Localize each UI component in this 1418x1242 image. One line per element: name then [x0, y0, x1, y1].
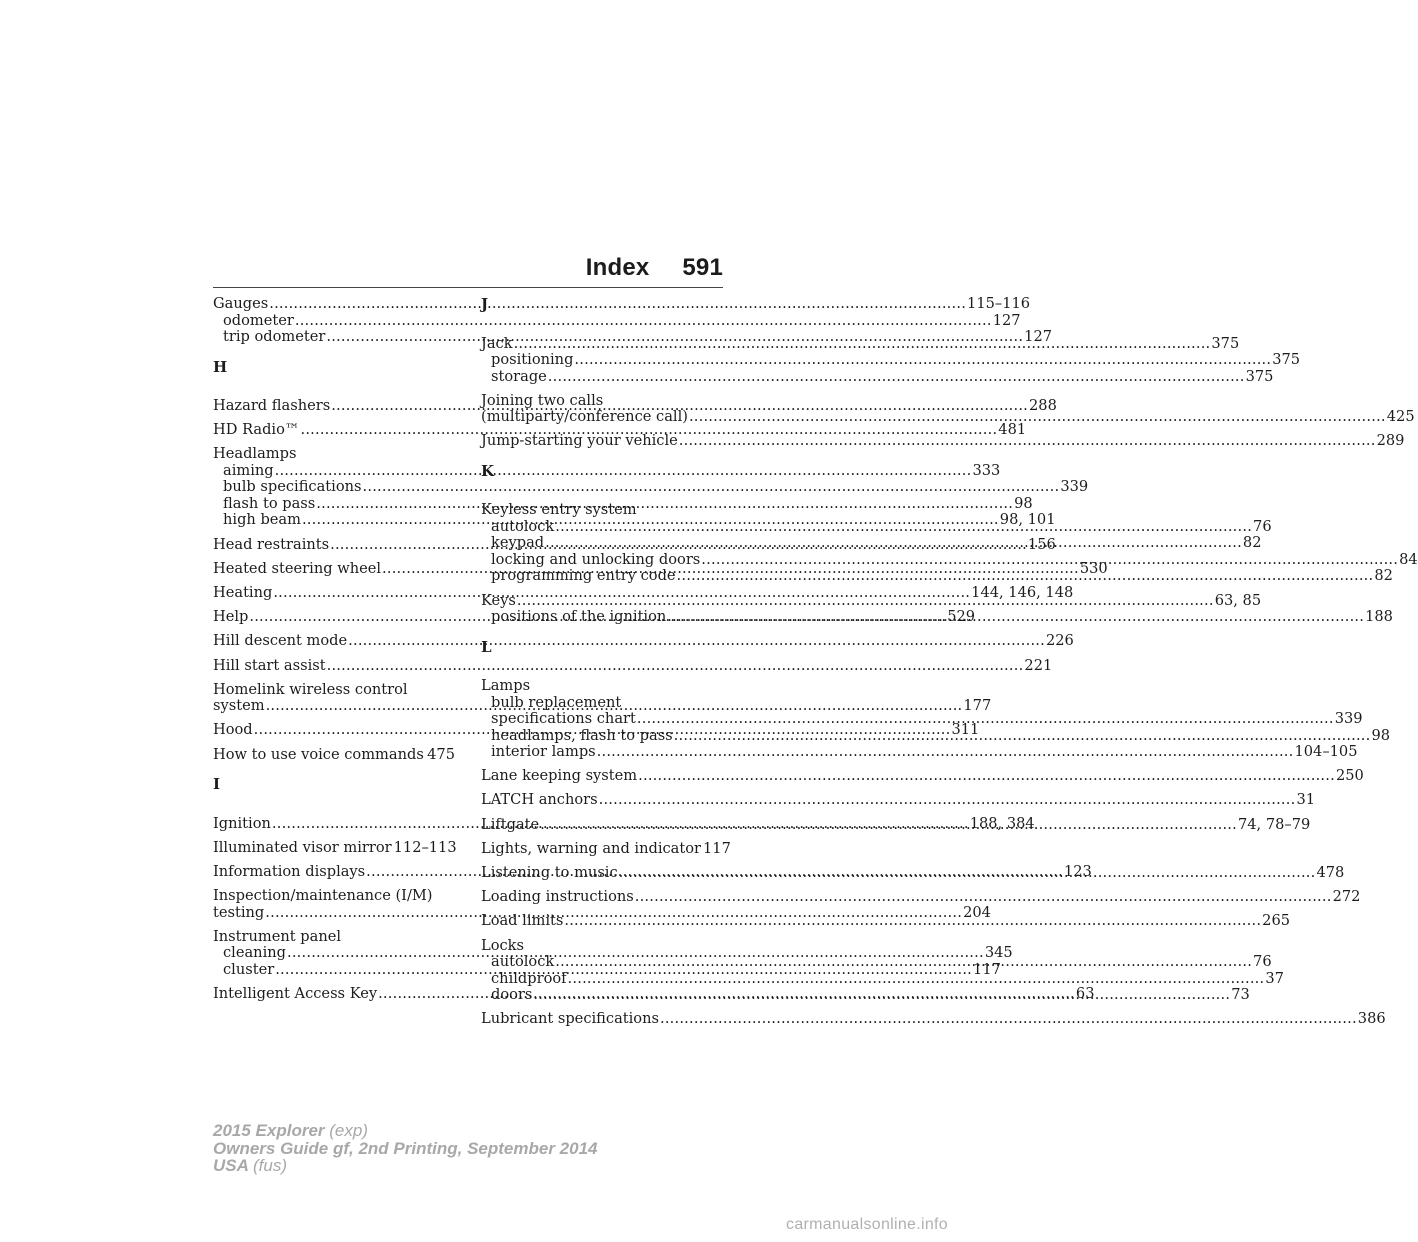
index-page-ref: 82	[1242, 534, 1262, 552]
index-page-ref: 204	[963, 903, 991, 921]
footer-printing: Owners Guide gf, 2nd Printing, September 2014	[213, 1138, 598, 1158]
dot-leader	[679, 433, 1376, 450]
index-page-ref: 475	[427, 745, 455, 763]
footer-model-code: (exp)	[329, 1121, 368, 1140]
index-entry-line	[213, 840, 455, 857]
dot-leader	[619, 862, 1316, 882]
index-page-ref: 63, 85	[1214, 591, 1262, 609]
index-entry-line	[481, 791, 1316, 809]
index-term: headlamps, flash to pass	[491, 726, 673, 744]
dot-leader	[635, 889, 1332, 906]
watermark: carmanualsonline.info	[786, 1216, 948, 1233]
index-page-ref: 98, 101	[999, 511, 1056, 529]
index-page-ref: 288	[1029, 397, 1057, 414]
dot-leader	[545, 535, 1242, 552]
index-page-ref: 250	[1335, 767, 1364, 785]
index-page-ref: 339	[1060, 478, 1089, 496]
dot-leader	[548, 369, 1245, 386]
index-entry-line	[481, 888, 1361, 906]
index-page-ref: 226	[1045, 632, 1074, 650]
dot-leader	[667, 609, 1364, 626]
index-page-ref: 144, 146, 148	[971, 583, 1074, 601]
index-page-ref: 530	[1079, 559, 1108, 577]
index-page-ref: 115–116	[967, 295, 1031, 312]
footer	[213, 1122, 597, 1175]
index-page-ref: 84	[1399, 550, 1418, 568]
index-term: locking and unlocking doors	[491, 550, 701, 568]
index-term: Illuminated visor mirror	[213, 838, 392, 856]
index-page-ref: 272	[1332, 888, 1361, 906]
index-term: Lamps	[481, 677, 531, 695]
index-term: storage	[491, 367, 547, 385]
index-page-ref: 127	[1024, 328, 1053, 345]
index-entry-line	[481, 408, 1415, 426]
index-page-ref: 76	[1253, 517, 1272, 535]
index-term: Heating	[213, 583, 273, 601]
index-entry	[481, 432, 1405, 450]
index-term: testing	[213, 903, 265, 921]
index-term: positioning	[491, 351, 574, 368]
index-page-ref: 98	[1014, 494, 1033, 512]
index-term: positions of the ignition	[491, 608, 667, 626]
index-term: Heated steering wheel	[213, 559, 382, 577]
index-term: Loading instructions	[481, 888, 634, 906]
dot-leader	[689, 409, 1386, 426]
index-letter-heading: L	[481, 637, 492, 656]
dot-leader	[677, 568, 1374, 585]
footer-model: 2015 Explorer	[213, 1121, 325, 1140]
dot-leader	[574, 352, 1271, 369]
dot-leader	[555, 519, 1252, 536]
index-page-ref: 386	[1357, 1010, 1386, 1028]
index-entry-line	[481, 432, 1405, 450]
index-page-ref: 117	[973, 960, 1001, 978]
index-entry-line	[213, 446, 455, 463]
index-term: childproof	[491, 969, 567, 987]
index-entry	[213, 747, 455, 764]
index-page-ref: 188	[1365, 608, 1393, 626]
index-entry-line	[481, 767, 1364, 785]
index-page-ref: 156	[1027, 535, 1056, 553]
index-entry-line	[213, 421, 1027, 439]
index-page-ref: 311	[951, 721, 980, 739]
index-entry-line	[481, 393, 723, 410]
index-entry	[481, 791, 1316, 809]
index-page-ref: 333	[972, 461, 1001, 479]
index-term: Joining two calls	[481, 391, 604, 409]
index-subentry-line	[213, 478, 1089, 496]
index-term: interior lamps	[491, 743, 596, 761]
index-page-ref: 112–113	[393, 838, 457, 856]
index-term: doors	[491, 986, 533, 1004]
index-term: system	[213, 697, 265, 715]
index-term: Homelink wireless control	[213, 680, 408, 698]
index-page-ref: 104–105	[1294, 743, 1358, 761]
index-page-ref: 74, 78–79	[1237, 815, 1311, 833]
index-term: Load limits	[481, 912, 564, 930]
index-entry-line	[481, 839, 731, 858]
index-page-ref: 478	[1316, 864, 1345, 881]
index-term: Help	[213, 608, 249, 626]
index-page-ref: 117	[703, 839, 731, 857]
index-term: Listening to music	[481, 864, 618, 881]
index-entry-line	[213, 929, 455, 946]
index-page-ref: 31	[1296, 791, 1316, 809]
index-term: Jack	[481, 334, 513, 352]
dot-leader	[599, 792, 1296, 809]
index-entry-line	[481, 1010, 1386, 1028]
index-term: How to use voice commands	[213, 745, 424, 763]
index-term: LATCH anchors	[481, 791, 598, 809]
dot-leader	[555, 954, 1252, 971]
index-page-ref: 188, 384	[969, 814, 1035, 832]
index-letter-heading: K	[481, 461, 495, 480]
dot-leader	[564, 913, 1261, 930]
index-term: (multiparty/conference call)	[481, 408, 688, 426]
index-page-ref: 265	[1262, 912, 1291, 930]
index-entry-line	[481, 678, 723, 695]
index-term: Hill start assist	[213, 656, 326, 674]
index-letter-heading: J	[481, 295, 489, 313]
index-page-ref: 339	[1334, 710, 1363, 728]
index-page-ref: 63	[1075, 985, 1095, 1002]
index-entry-line	[213, 295, 1031, 313]
index-entry	[213, 421, 1027, 439]
index-page-ref: 37	[1265, 969, 1284, 987]
dot-leader	[660, 1011, 1357, 1028]
index-subentry-line	[481, 743, 1358, 761]
dot-leader	[517, 593, 1214, 610]
index-term: keypad	[491, 534, 545, 552]
index-term: specifications chart	[491, 710, 636, 728]
index-term: Ignition	[213, 814, 271, 832]
index-term: Jump-starting your vehicle	[481, 432, 678, 450]
index-letter-heading: H	[213, 357, 228, 376]
dot-leader	[597, 744, 1294, 761]
dot-leader	[540, 814, 1237, 834]
index-entry	[213, 632, 1074, 650]
index-subentry-line	[481, 351, 1301, 369]
index-term: Keyless entry system	[481, 501, 637, 519]
dot-leader	[425, 747, 426, 764]
dot-leader	[514, 336, 1211, 353]
index-entry	[213, 656, 1053, 675]
index-entry	[213, 840, 455, 857]
index-page-ref: 98	[1371, 726, 1391, 744]
index-page-ref: 375	[1245, 367, 1274, 385]
index-entry-line	[213, 747, 455, 764]
index-term: high beam	[223, 511, 301, 529]
dot-leader	[701, 552, 1398, 569]
index-entry-line	[213, 656, 1053, 675]
index-page-ref: 221	[1024, 656, 1053, 674]
index-term: Intelligent Access Key	[213, 985, 378, 1002]
index-subentry-line	[481, 710, 1363, 728]
index-term: Hill descent mode	[213, 632, 348, 650]
index-term: bulb specifications	[223, 478, 362, 496]
index-term: programming entry code	[491, 567, 676, 585]
index-term: Lights, warning and indicator	[481, 839, 702, 857]
index-page-ref: 481	[998, 421, 1027, 439]
index-subentry-line	[481, 367, 1274, 386]
index-page-ref: 127	[992, 311, 1021, 329]
index-entry-line	[481, 938, 723, 955]
index-entry-line	[213, 888, 455, 905]
index-term: autolock	[491, 517, 555, 535]
index-page-ref: 529	[947, 608, 976, 626]
index-entry	[481, 767, 1364, 785]
index-entry	[481, 839, 731, 858]
index-term: flash to pass	[223, 494, 316, 512]
dot-leader	[533, 987, 1230, 1004]
index-term: Liftgate	[481, 815, 540, 833]
index-term: Head restraints	[213, 535, 330, 553]
index-term: cluster	[223, 960, 275, 978]
index-term: Lubricant specifications	[481, 1010, 659, 1028]
index-letter-heading: I	[213, 775, 221, 794]
index-term: trip odometer	[223, 328, 326, 345]
dot-leader	[674, 728, 1371, 745]
index-subentry-line	[213, 311, 1021, 330]
index-subentry-line	[481, 695, 723, 712]
dot-leader	[568, 971, 1265, 988]
index-entry	[481, 888, 1361, 906]
dot-leader	[637, 711, 1334, 728]
index-page-ref: 375	[1211, 334, 1240, 352]
header-rule	[213, 287, 723, 288]
index-page-ref: 425	[1386, 408, 1415, 426]
index-term: Lane keeping system	[481, 767, 638, 785]
index-term: HD Radio™	[213, 421, 300, 439]
index-term: odometer	[223, 311, 294, 329]
index-term: Hazard flashers	[213, 397, 331, 414]
index-term: bulb replacement	[491, 693, 622, 711]
index-term: autolock	[491, 953, 555, 971]
footer-market: USA	[213, 1156, 249, 1175]
index-term: Locks	[481, 936, 524, 954]
index-page-ref: 82	[1374, 567, 1393, 585]
index-page-ref: 345	[984, 944, 1013, 962]
index-term: Inspection/maintenance (I/M)	[213, 887, 433, 905]
index-page-ref: 177	[963, 697, 992, 715]
index-entry	[481, 1010, 1386, 1028]
page-number: 591	[682, 254, 723, 281]
index-term: Keys	[481, 591, 516, 609]
index-term: Information displays	[213, 862, 366, 880]
dot-leader	[638, 768, 1335, 785]
index-term: cleaning	[223, 944, 286, 962]
index-page-ref: 76	[1253, 953, 1272, 971]
footer-market-code: (fus)	[253, 1156, 287, 1175]
index-page-ref: 375	[1272, 351, 1301, 368]
index-term: Instrument panel	[213, 927, 342, 945]
index-page-ref: 73	[1231, 986, 1250, 1004]
index-entry-line	[213, 632, 1074, 650]
index-subentry-line	[213, 461, 1001, 480]
index-term: Gauges	[213, 295, 269, 312]
index-term: Headlamps	[213, 445, 297, 463]
index-page-ref: 123	[1063, 862, 1092, 880]
index-term: aiming	[223, 461, 274, 479]
index-entry-line	[481, 502, 723, 519]
page-header	[213, 254, 723, 282]
page-title: Index	[585, 254, 650, 281]
index-page-ref: 289	[1376, 432, 1405, 450]
index-term: Hood	[213, 721, 253, 739]
index-entry-line	[213, 682, 455, 699]
